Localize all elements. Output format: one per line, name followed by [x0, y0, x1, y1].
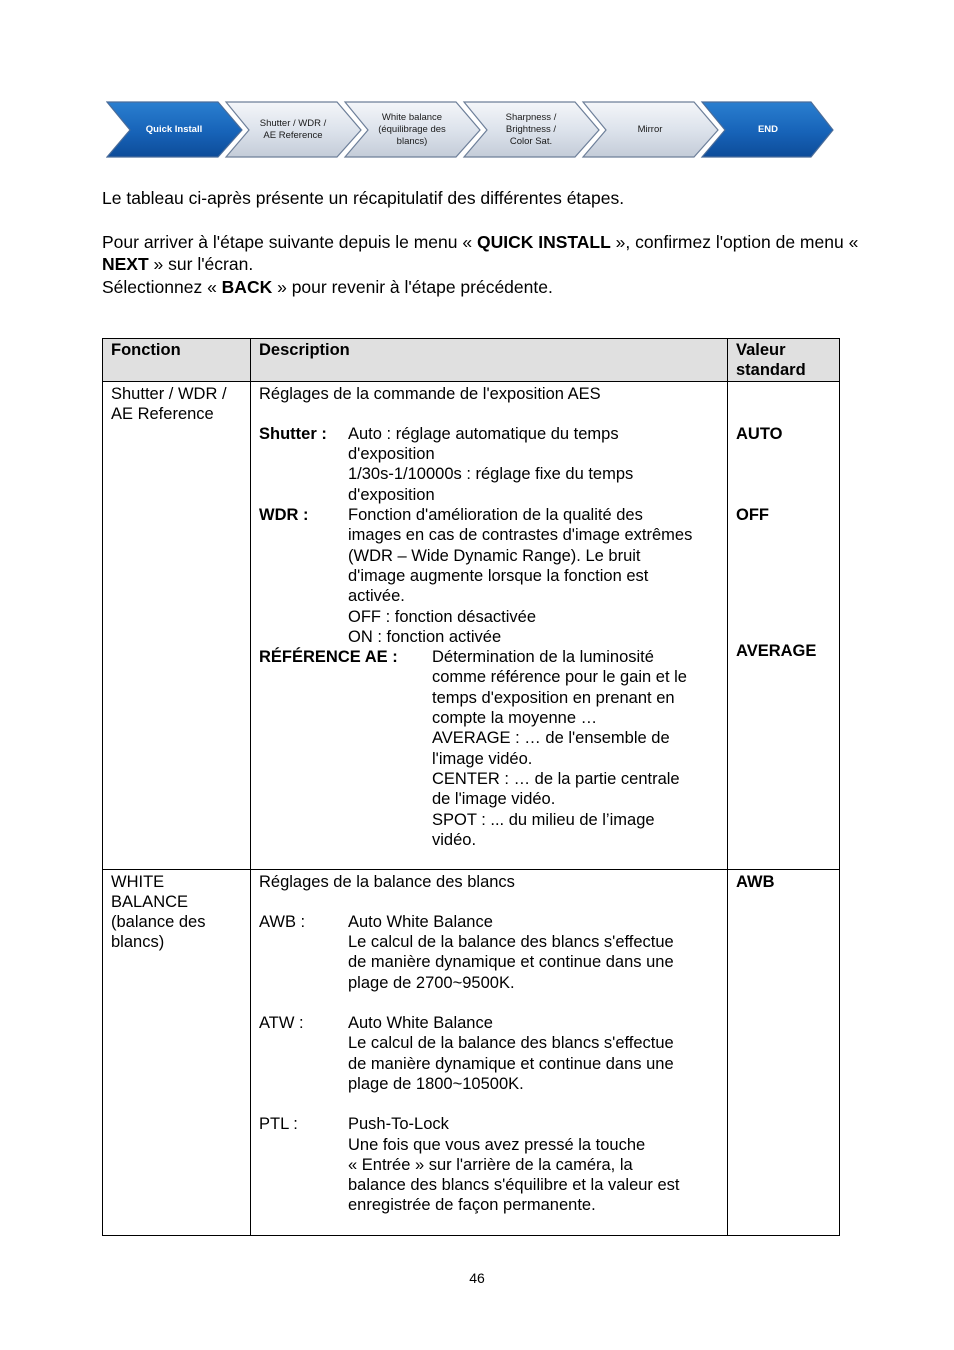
setting-key: Shutter :: [259, 424, 327, 443]
instruction-text: », confirmez l'option de menu «: [610, 232, 859, 252]
wdr-setting: [259, 505, 719, 647]
setting-key: AWB :: [259, 912, 306, 931]
intro-paragraph: Le tableau ci-après présente un récapitulatif des différentes étapes.: [102, 188, 625, 208]
next-keyword: NEXT: [102, 254, 149, 274]
function-cell: WHITE BALANCE (balance des blancs): [103, 869, 251, 1235]
setting-key: WDR :: [259, 506, 309, 525]
wb-default-value: AWB: [736, 872, 775, 891]
instruction-text: » pour revenir à l'étape précédente.: [272, 277, 553, 297]
ae-reference-setting: [259, 647, 719, 850]
step-label-mirror: Mirror: [637, 124, 663, 135]
atw-setting: [259, 1013, 719, 1094]
description-cell: [251, 381, 728, 869]
setting-text: Push-To-Lock Une fois que vous avez pressé la touche « Entrée » sur l'arrière de la caméra, la balance des blancs s'équilibre et la valeur est enregistrée de façon permanente.: [348, 1115, 680, 1215]
header-description: Description: [251, 339, 728, 382]
setting-text: Auto : réglage automatique du temps d'exposition 1/30s-1/10000s : réglage fixe du temps d'exposition: [348, 424, 634, 504]
setting-key: PTL :: [259, 1115, 298, 1134]
instruction-text: Pour arriver à l'étape suivante depuis le menu «: [102, 232, 477, 252]
instruction-back-paragraph: [102, 276, 553, 298]
ae-default-value: AVERAGE: [736, 642, 817, 661]
ptl-setting: [259, 1114, 719, 1215]
value-cell: [728, 381, 840, 869]
step-progress-bar: [106, 101, 836, 159]
setting-key: ATW :: [259, 1014, 304, 1033]
setting-text: Auto White Balance Le calcul de la balance des blancs s'effectue de manière dynamique et continue dans une plage de 1800~10500K.: [348, 1014, 674, 1093]
awb-setting: [259, 912, 719, 993]
table-header-row: [103, 339, 840, 382]
back-keyword: BACK: [221, 277, 273, 297]
quick-install-keyword: QUICK INSTALL: [476, 232, 611, 252]
table-row: [103, 381, 840, 869]
step-label-white-balance: White balance (équilibrage des blancs): [378, 112, 446, 147]
function-cell: Shutter / WDR / AE Reference: [103, 381, 251, 869]
page-number: 46: [469, 1270, 485, 1286]
wdr-default-value: OFF: [736, 505, 769, 524]
instruction-next-paragraph: [102, 231, 882, 275]
setting-text: Fonction d'amélioration de la qualité des images en cas de contrastes d'image extrêmes (WDR – Wide Dynamic Range). Le bruit d'image augmente lorsque la fonction est activée. OFF : fonction désactivée ON : fonction activée: [348, 506, 693, 646]
setting-key: RÉFÉRENCE AE :: [259, 648, 398, 667]
table-row: [103, 869, 840, 1235]
description-cell: [251, 869, 728, 1235]
row-intro: Réglages de la commande de l'exposition AES: [259, 384, 601, 403]
step-label-shutter: Shutter / WDR / AE Reference: [259, 118, 327, 141]
shutter-setting: [259, 424, 719, 505]
shutter-default-value: AUTO: [736, 424, 783, 443]
step-label-end: END: [757, 124, 779, 135]
header-function: Fonction: [103, 339, 251, 382]
step-label-sharpness: Sharpness / Brightness / Color Sat.: [505, 112, 557, 147]
row-intro: Réglages de la balance des blancs: [259, 872, 515, 891]
value-cell: [728, 869, 840, 1235]
setting-text: Détermination de la luminosité comme référence pour le gain et le temps d'exposition en prenant en compte la moyenne … AVERAGE : … de l'ensemble de l'image vidéo. CENTER : … de la partie centrale de l'image vidéo. SPOT : ... du milieu de l’image vidéo.: [432, 648, 687, 849]
instruction-text: » sur l'écran.: [148, 254, 254, 274]
header-default-value: Valeur standard: [728, 339, 840, 382]
instruction-text: Sélectionnez «: [102, 277, 222, 297]
setting-text: Auto White Balance Le calcul de la balance des blancs s'effectue de manière dynamique et continue dans une plage de 2700~9500K.: [348, 912, 674, 992]
step-label-quick-install: Quick Install: [145, 124, 203, 135]
settings-table: [102, 338, 840, 1236]
